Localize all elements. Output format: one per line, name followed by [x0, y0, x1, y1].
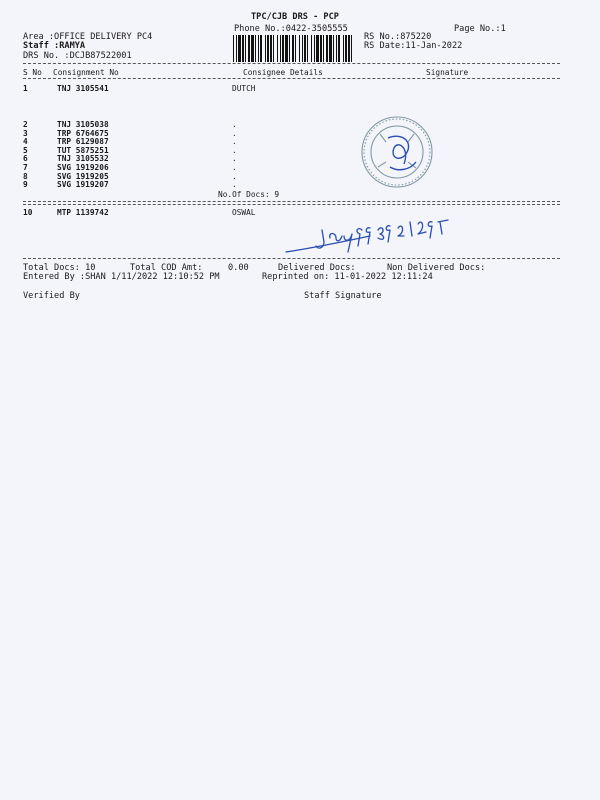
row-consignment: TNJ 3105541 — [57, 84, 109, 93]
area-label: Area :OFFICE DELIVERY PC4 — [23, 32, 153, 42]
row-sno: 6 — [23, 154, 28, 164]
row-consignee: OSWAL — [232, 208, 256, 217]
non-delivered-docs: Non Delivered Docs: — [387, 263, 486, 273]
row-consignment: TUT 5875251 — [57, 145, 109, 155]
row-consignee: . — [232, 171, 237, 181]
col-consignee: Consignee Details — [243, 68, 323, 77]
reprinted-on: Reprinted on: 11-01-2022 12:11:24 — [262, 272, 433, 282]
row-consignment: SVG 1919207 — [57, 180, 109, 190]
divider — [23, 63, 560, 64]
row-consignment: SVG 1919206 — [57, 163, 109, 172]
row-sno: 4 — [23, 137, 28, 147]
col-sno: S No — [23, 68, 42, 77]
total-cod-label: Total COD Amt: — [130, 263, 203, 273]
row-sno: 1 — [23, 84, 28, 93]
phone-number: Phone No.:0422-3505555 — [234, 24, 348, 34]
row-consignment: TNJ 3105038 — [57, 120, 109, 129]
row-sno: 8 — [23, 171, 28, 181]
row-consignee: . — [232, 145, 237, 155]
staff-signature: Staff Signature — [304, 291, 382, 301]
row-consignment: TRP 6764675 — [57, 128, 109, 138]
total-docs: Total Docs: 10 — [23, 263, 96, 273]
delivered-docs: Delivered Docs: — [278, 263, 356, 273]
divider — [23, 78, 560, 79]
row-consignee: . — [232, 180, 237, 190]
row-consignee: . — [232, 154, 237, 164]
drs-number: DRS No. :DCJB87522001 — [23, 51, 132, 61]
row-consignee: . — [232, 120, 237, 129]
handwritten-signature — [282, 208, 472, 260]
office-stamp — [358, 112, 436, 192]
row-consignment: TRP 6129087 — [57, 137, 109, 147]
row-sno: 9 — [23, 180, 28, 190]
row-sno: 7 — [23, 163, 28, 172]
document-title: TPC/CJB DRS - PCP — [251, 12, 339, 22]
col-signature: Signature — [426, 68, 469, 77]
rs-number: RS No.:875220 — [364, 32, 432, 42]
verified-by: Verified By — [23, 291, 80, 301]
row-sno: 3 — [23, 128, 28, 138]
rs-date: RS Date:11-Jan-2022 — [364, 41, 463, 51]
group-doc-count: No.Of Docs: 9 — [218, 190, 280, 199]
barcode — [232, 35, 356, 62]
row-consignee: . — [232, 163, 237, 172]
row-consignee: DUTCH — [232, 84, 256, 93]
divider — [23, 201, 560, 202]
entered-by: Entered By :SHAN 1/11/2022 12:10:52 PM — [23, 272, 220, 282]
row-sno: 5 — [23, 145, 28, 155]
row-consignment: SVG 1919205 — [57, 171, 109, 181]
row-sno: 10 — [23, 208, 33, 217]
divider — [23, 204, 560, 205]
col-consignment: Consignment No — [53, 68, 119, 77]
staff-label: Staff :RAMYA — [23, 41, 86, 51]
table-row — [23, 180, 543, 189]
divider — [23, 258, 560, 259]
row-consignee: . — [232, 128, 237, 138]
page-number: Page No.:1 — [454, 24, 506, 34]
row-sno: 2 — [23, 120, 28, 129]
total-cod-value: 0.00 — [228, 263, 249, 273]
table-row — [23, 84, 543, 93]
row-consignee: . — [232, 137, 237, 147]
row-consignment: MTP 1139742 — [57, 208, 109, 217]
row-consignment: TNJ 3105532 — [57, 154, 109, 164]
